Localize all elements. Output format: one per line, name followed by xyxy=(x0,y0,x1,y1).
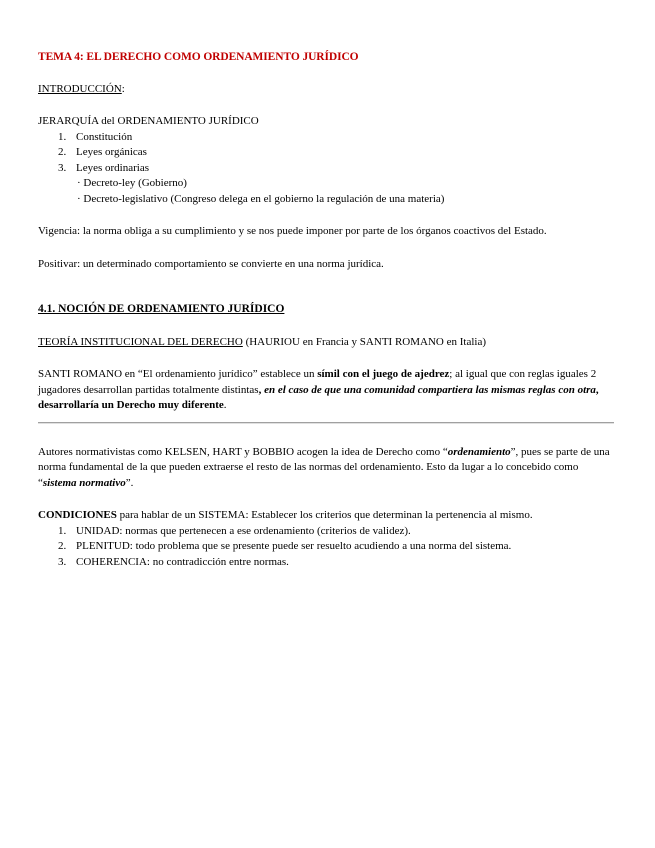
condiciones-list xyxy=(38,524,616,571)
santi-romano-paragraph xyxy=(38,367,616,414)
bold-run: , xyxy=(258,383,265,396)
list-text: Leyes orgánicas xyxy=(76,146,147,158)
list-number: 2. xyxy=(58,146,67,158)
spacer xyxy=(38,318,616,335)
list-item xyxy=(38,524,616,540)
list-text: COHERENCIA: no contradicción entre normas. xyxy=(76,555,289,568)
list-number: 2. xyxy=(58,540,67,552)
text-run: para hablar de un SISTEMA: Establecer los criterios que determinan la pertenencia al mismo. xyxy=(116,509,533,521)
spacer xyxy=(38,350,616,367)
vigencia-paragraph: Vigencia: la norma obliga a su cumplimiento y se nos puede imponer por parte de los órganos coactivos del Estado. xyxy=(38,225,547,237)
list-item xyxy=(38,539,616,555)
document-title: TEMA 4: EL DERECHO COMO ORDENAMIENTO JURÍDICO xyxy=(38,51,359,63)
document-page xyxy=(38,50,616,570)
jerarquia-list xyxy=(38,130,616,177)
bold-run: CONDICIONES xyxy=(38,509,117,521)
teoria-paragraph xyxy=(38,335,616,351)
text-run: ”. xyxy=(125,476,134,489)
list-number: 1. xyxy=(58,524,67,537)
bold-run: símil con el juego de ajedrez xyxy=(317,368,450,380)
list-number: 3. xyxy=(58,555,67,568)
list-text: Leyes ordinarias xyxy=(76,161,149,174)
list-item xyxy=(38,555,616,571)
text-run: SANTI ROMANO en “El ordenamiento jurídico” establece un xyxy=(38,368,318,380)
text-run: . xyxy=(223,399,227,411)
text-run: ; al igual que con reglas iguales 2 jugadores desarrollan partidas totalmente distintas xyxy=(38,368,597,396)
teoria-label: TEORÍA INSTITUCIONAL DEL DERECHO xyxy=(38,335,243,348)
spacer xyxy=(38,66,616,82)
teoria-rest: (HAURIOU en Francia y SANTI ROMANO en Italia) xyxy=(242,335,486,348)
bold-run: , desarrollaría un Derecho muy diferente xyxy=(38,383,599,411)
condiciones-paragraph xyxy=(38,508,616,524)
list-item xyxy=(38,130,616,146)
spacer xyxy=(38,240,616,257)
bold-italic-run: ordenamiento xyxy=(447,445,511,458)
list-text: PLENITUD: todo problema que se presente puede ser resuelto acudiendo a una norma del sistema. xyxy=(76,540,512,552)
list-number: 3. xyxy=(58,161,67,174)
text-run: Autores normativistas como KELSEN, HART y BOBBIO acogen la idea de Derecho como “ xyxy=(38,445,448,458)
list-item xyxy=(38,145,616,161)
jerarquia-heading: JERARQUÍA del ORDENAMIENTO JURÍDICO xyxy=(38,115,259,127)
text-run: ”, pues se parte de una norma fundamental de la que pueden extraerse el resto de las normas del ordenamiento. Esto da lugar a lo concebido como “ xyxy=(38,445,610,489)
spacer xyxy=(38,207,616,224)
list-item xyxy=(38,161,616,177)
spacer xyxy=(38,97,616,114)
sub-item-decreto-ley: · Decreto-ley (Gobierno) xyxy=(77,177,187,189)
intro-label: INTRODUCCIÓN xyxy=(38,82,122,95)
spacer xyxy=(38,272,616,302)
spacer xyxy=(38,491,616,508)
intro-heading xyxy=(38,82,616,98)
list-text: UNIDAD: normas que pertenecen a ese ordenamiento (criterios de validez). xyxy=(76,524,411,537)
list-text: Constitución xyxy=(76,130,133,143)
autores-paragraph xyxy=(38,445,616,492)
list-number: 1. xyxy=(58,130,67,143)
section-heading: 4.1. NOCIÓN DE ORDENAMIENTO JURÍDICO xyxy=(38,303,285,315)
spacer xyxy=(38,424,616,445)
positivar-paragraph: Positivar: un determinado comportamiento se convierte en una norma jurídica. xyxy=(38,257,384,270)
intro-colon: : xyxy=(121,82,125,95)
bold-italic-run: en el caso de que una comunidad compartiera las mismas reglas con otra xyxy=(264,383,596,396)
bold-italic-run: sistema normativo xyxy=(42,476,126,489)
sub-item-decreto-legislativo: · Decreto-legislativo (Congreso delega en el gobierno la regulación de una materia) xyxy=(77,192,445,205)
